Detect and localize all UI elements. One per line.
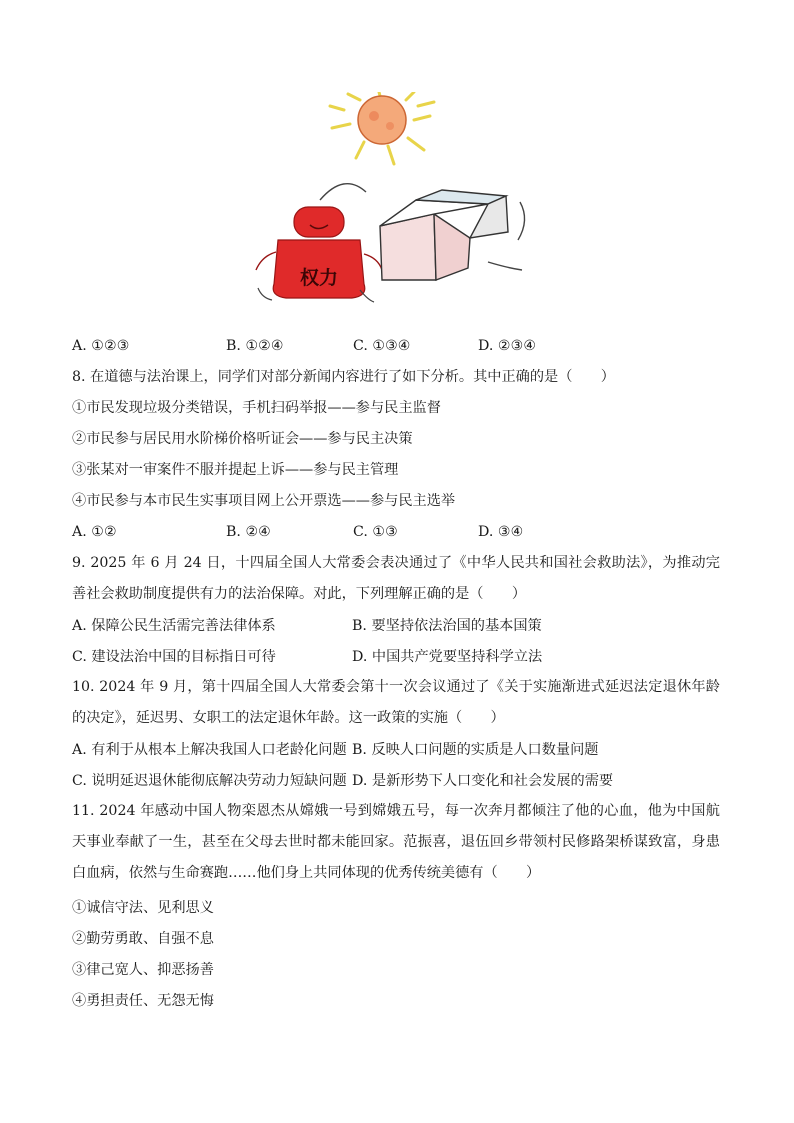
q8-option-b: B. ②④ xyxy=(226,524,271,540)
q8-option-d: D. ③④ xyxy=(478,524,524,540)
q11-item-2: ②勤劳勇敢、自强不息 xyxy=(72,931,214,947)
q8-item-2: ②市民参与居民用水阶梯价格听证会——参与民主决策 xyxy=(72,431,413,447)
q11-item-1: ①诚信守法、见利思义 xyxy=(72,900,214,916)
cartoon-svg xyxy=(248,92,548,310)
q8-item-3: ③张某对一审案件不服并提起上诉——参与民主管理 xyxy=(72,462,399,478)
q9-option-d: D. 中国共产党要坚持科学立法 xyxy=(352,649,543,665)
q7-option-d: D. ②③④ xyxy=(478,338,537,354)
q7-option-a: A. ①②③ xyxy=(72,338,130,354)
q9-option-c: C. 建设法治中国的目标指日可待 xyxy=(72,649,276,665)
q8-item-1: ①市民发现垃圾分类错误，手机扫码举报——参与民主监督 xyxy=(72,400,441,416)
q11-stem: 11. 2024 年感动中国人物栾恩杰从嫦娥一号到嫦娥五号，每一次奔月都倾注了他的心血，他为中国航天事业奉献了一生，甚至在父母去世时都未能回家。范振喜，退伍回乡带领村民修路架桥谋致富，身患白血病，依然与生命赛跑……他们身上共同体现的优秀传统美德有（ ） xyxy=(72,803,720,881)
sun-icon xyxy=(330,92,434,164)
q9-option-a: A. 保障公民生活需完善法律体系 xyxy=(72,618,276,634)
q7-option-c: C. ①③④ xyxy=(353,338,411,354)
q11-item-4: ④勇担责任、无怨无悔 xyxy=(72,993,214,1009)
q8-stem: 8. 在道德与法治课上，同学们对部分新闻内容进行了如下分析。其中正确的是（ ） xyxy=(72,369,615,385)
cartoon-illustration xyxy=(248,92,548,310)
q10-option-a: A. 有利于从根本上解决我国人口老龄化问题 xyxy=(72,742,347,758)
figure-character xyxy=(256,207,382,302)
q10-option-b: B. 反映人口问题的实质是人口数量问题 xyxy=(352,742,599,758)
q10-stem: 10. 2024 年 9 月，第十四届全国人大常委会第十一次会议通过了《关于实施渐进式延迟法定退休年龄的决定》，延迟男、女职工的法定退休年龄。这一政策的实施（ ） xyxy=(72,679,720,726)
q10-option-c: C. 说明延迟退休能彻底解决劳动力短缺问题 xyxy=(72,773,347,789)
q11-item-3: ③律己宽人、抑恶扬善 xyxy=(72,962,214,978)
q9-stem: 9. 2025 年 6 月 24 日，十四届全国人大常委会表决通过了《中华人民共和国社会救助法》，为推动完善社会救助制度提供有力的法治保障。对此，下列理解正确的是（ ） xyxy=(72,555,720,602)
open-box-icon xyxy=(380,190,508,280)
q8-option-c: C. ①③ xyxy=(353,524,398,540)
q10-option-d: D. 是新形势下人口变化和社会发展的需要 xyxy=(352,773,614,789)
q8-option-a: A. ①② xyxy=(72,524,117,540)
q8-item-4: ④市民参与本市民生实事项目网上公开票选——参与民主选举 xyxy=(72,493,456,509)
q9-option-b: B. 要坚持依法治国的基本国策 xyxy=(352,618,542,634)
q7-option-b: B. ①②④ xyxy=(226,338,284,354)
figure-label: 权力 xyxy=(299,267,339,289)
